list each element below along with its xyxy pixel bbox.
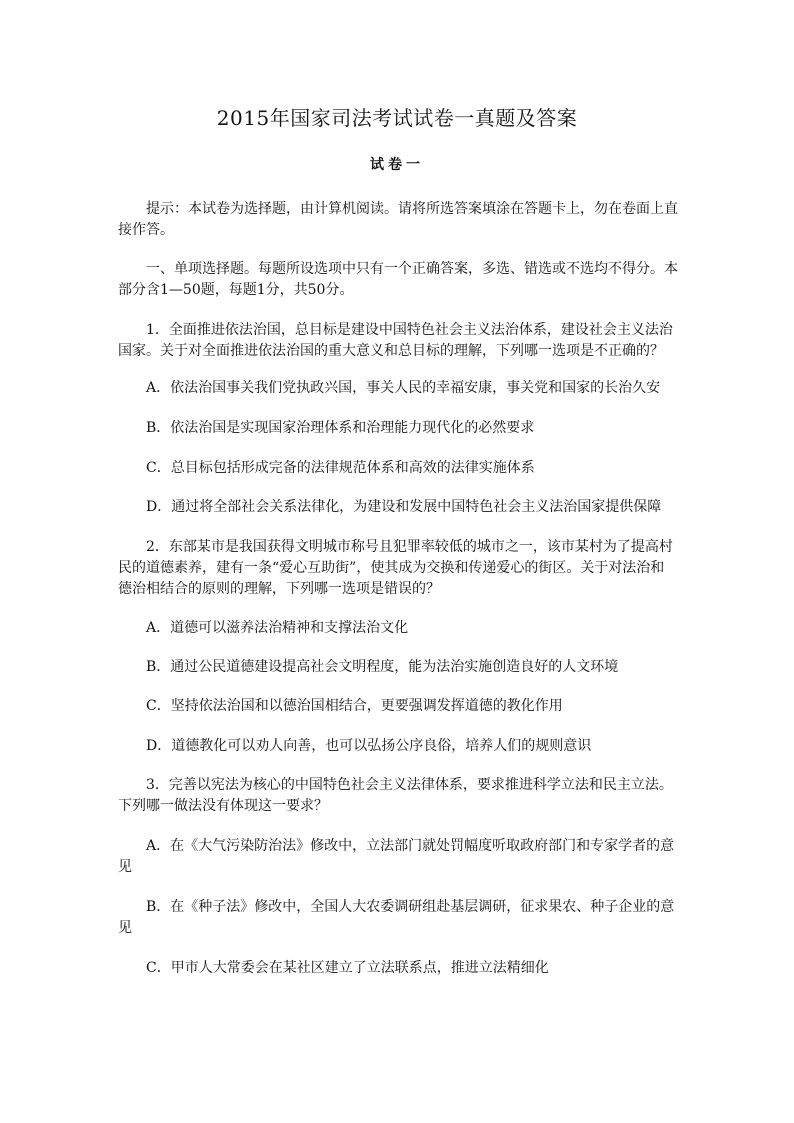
question-3-option-a: A．在《大气污染防治法》修改中，立法部门就处罚幅度听取政府部门和专家学者的意见 xyxy=(118,838,675,875)
paper-label: 试卷一 xyxy=(370,157,424,173)
question-1-option-a: A．依法治国事关我们党执政兴国，事关人民的幸福安康，事关党和国家的长治久安 xyxy=(146,380,661,396)
question-1-option-b: B．依法治国是实现国家治理体系和治理能力现代化的必然要求 xyxy=(146,420,535,436)
question-3-option-b: B．在《种子法》修改中，全国人大农委调研组赴基层调研，征求果农、种子企业的意见 xyxy=(118,899,675,936)
question-2-stem: 2．东部某市是我国获得文明城市称号且犯罪率较低的城市之一，该市某村为了提高村民的道德素养，建有一条“爱心互助街”，使其成为交换和传递爱心的街区。关于对法治和德治相结合的原则的理解，下列哪一选项是错误的？ xyxy=(118,539,673,597)
question-1-option-d: D．通过将全部社会关系法律化，为建设和发展中国特色社会主义法治国家提供保障 xyxy=(146,499,662,515)
question-2-option-c: C．坚持依法治国和以德治国相结合，更要强调发挥道德的教化作用 xyxy=(146,698,563,714)
question-2-option-d: D．道德教化可以劝人向善，也可以弘扬公序良俗，培养人们的规则意识 xyxy=(146,738,592,754)
document-title: 2015年国家司法考试试卷一真题及答案 xyxy=(216,106,578,130)
question-1-stem: 1．全面推进依法治国，总目标是建设中国特色社会主义法治体系，建设社会主义法治国家。关于对全面推进依法治国的重大意义和总目标的理解，下列哪一选项是不正确的？ xyxy=(118,322,673,359)
question-1-option-c: C．总目标包括形成完备的法律规范体系和高效的法律实施体系 xyxy=(146,460,535,476)
question-3-stem: 3．完善以宪法为核心的中国特色社会主义法律体系，要求推进科学立法和民主立法。下列哪一做法没有体现这一要求？ xyxy=(118,777,673,814)
question-3-option-c: C．甲市人大常委会在某社区建立了立法联系点，推进立法精细化 xyxy=(146,960,549,976)
question-2-option-b: B．通过公民道德建设提高社会文明程度，能为法治实施创造良好的人文环境 xyxy=(146,659,619,675)
exam-notice: 提示：本试卷为选择题，由计算机阅读。请将所选答案填涂在答题卡上，勿在卷面上直接作答。 xyxy=(118,201,678,238)
question-2-option-a: A．道德可以滋养法治精神和支撑法治文化 xyxy=(146,620,409,636)
section-intro: 一、单项选择题。每题所设选项中只有一个正确答案，多选、错选或不选均不得分。本部分含1—50题，每题1分，共50分。 xyxy=(118,261,678,298)
